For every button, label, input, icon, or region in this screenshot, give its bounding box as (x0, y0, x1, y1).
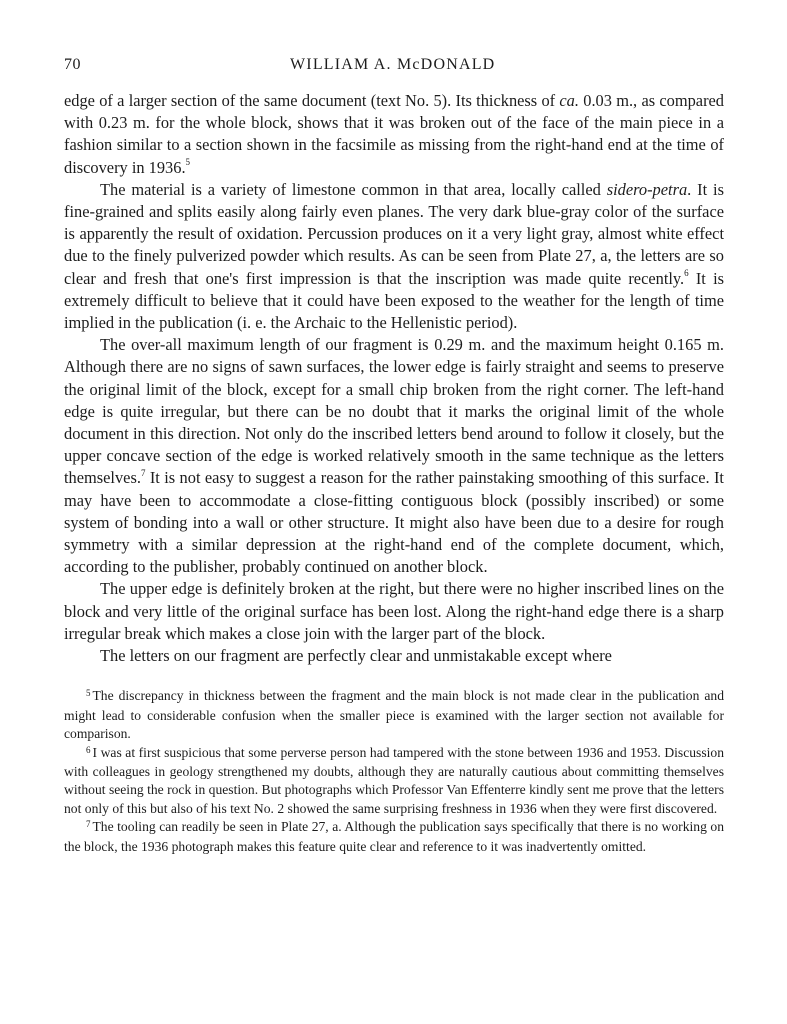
text-segment: 0.03 m., as compared with 0.23 m. for the whole block, shows that it was broken out of the face of the main piece in a fashion similar to a section shown in the facsimile as missing from the right-hand end at the time of discovery in 1936. (64, 91, 724, 177)
text-segment: It is not easy to suggest a reason for the rather painstaking smoothing of this surface. It may have been to accommodate a close-fitting contiguous block (possibly inscribed) or some system of bonding into a wall or other structure. It might also have been due to a desire for rough symmetry with a similar depression at the right-hand end of the complete document, which, according to the publisher, probably continued on another block. (64, 468, 724, 577)
body-text (64, 90, 724, 667)
text-segment: The over-all maximum length of our fragment is 0.29 m. and the maximum height 0.165 m. Although there are no signs of sawn surfaces, the lower edge is fairly straight and seems to preserve the original limit of the block, except for a small chip broken from the right corner. The left-hand edge is quite irregular, but there can be no doubt that it marks the original limit of the whole document in this direction. Not only do the inscribed letters bend around to follow it closely, but the upper concave section of the edge is worked relatively smooth in the same technique as the letters themselves. (64, 335, 724, 488)
footnote-ref-7[interactable]: 7 (140, 467, 146, 478)
text-segment: The letters on our fragment are perfectly clear and unmistakable except where (100, 646, 612, 666)
footnote-number: 6 (86, 744, 91, 755)
footnote-number: 7 (86, 819, 91, 830)
page-header (64, 56, 724, 80)
footnote-number: 5 (86, 688, 91, 699)
footnotes (64, 687, 724, 856)
italic-text: sidero-petra (606, 179, 688, 199)
text-segment: The material is a variety of limestone common in that area, locally called (100, 179, 607, 199)
footnote-6 (64, 744, 724, 819)
paragraph-3 (64, 334, 724, 578)
text-segment: . It is fine-grained and splits easily along fairly even planes. The very dark blue-gray color of the surface is apparently the result of oxidation. Percussion produces on it a very light gray, almost white effect due to the finely pulverized powder which results. As can be seen from Plate 27, a, the letters are so clear and fresh that one's first impression is that the inscription was made quite recently. (64, 179, 724, 288)
page (64, 56, 724, 856)
text-segment: It is extremely difficult to believe that it could have been exposed to the weather for the length of time implied in the publication (i. e. the Archaic to the Hellenistic period). (64, 268, 724, 333)
footnote-7 (64, 818, 724, 856)
paragraph-2 (64, 179, 724, 334)
text-segment: edge of a larger section of the same document (text No. 5). Its thickness of (64, 91, 560, 110)
page-number: 70 (64, 56, 81, 73)
footnote-text: The tooling can readily be seen in Plate 27, a. Although the publication says specifically that there is no working on the block, the 1936 photograph makes this feature quite clear and reference to it was inadvertently omitted. (64, 819, 724, 854)
footnote-ref-5[interactable]: 5 (185, 157, 191, 168)
paragraph-4 (64, 578, 724, 645)
footnote-5 (64, 687, 724, 743)
footnote-ref-6[interactable]: 6 (684, 268, 689, 279)
paragraph-5 (64, 645, 724, 667)
italic-text: ca. (559, 91, 579, 110)
footnote-text: The discrepancy in thickness between the fragment and the main block is not made clear in the publication and might lead to considerable confusion when the smaller piece is examined with the larger section not available for comparison. (64, 688, 724, 742)
running-head: WILLIAM A. McDONALD (290, 56, 496, 73)
text-segment: The upper edge is definitely broken at the right, but there were no higher inscribed lines on the block and very little of the original surface has been lost. Along the right-hand edge there is a sharp irregular break which makes a close join with the larger part of the block. (64, 579, 724, 643)
paragraph-1 (64, 90, 724, 179)
footnote-text: I was at first suspicious that some perverse person had tampered with the stone between 1936 and 1953. Discussion with colleagues in geology strengthened my doubts, although they are naturally cautious about committing themselves without seeing the rock in question. But photographs which Professor Van Effenterre kindly sent me prove that the letters not only of this but also of his text No. 2 showed the same surprising freshness in 1936 when they were first discovered. (64, 744, 724, 816)
